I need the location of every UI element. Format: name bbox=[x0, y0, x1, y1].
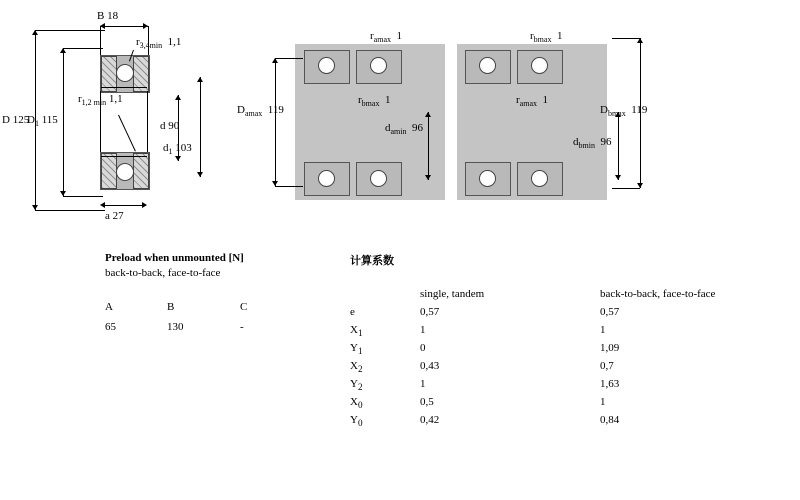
label-dbmin-val: 96 bbox=[600, 136, 612, 148]
factors-row-btb: 1,09 bbox=[600, 342, 620, 354]
ball-lt-1 bbox=[318, 57, 335, 74]
preload-val-C: - bbox=[240, 321, 244, 333]
preload-col-A: A bbox=[105, 301, 113, 313]
label-rbmax-tr-sym: r bbox=[530, 30, 534, 42]
dim-B-line bbox=[100, 26, 148, 27]
preload-val-A: 65 bbox=[105, 321, 116, 333]
bearing-bore-line-right bbox=[147, 91, 148, 152]
label-rbmax-ml-sub: bmax bbox=[361, 99, 380, 109]
factors-row-btb: 0,84 bbox=[600, 414, 620, 426]
factors-row-single: 0,5 bbox=[420, 396, 434, 408]
contact-angle-leader bbox=[118, 115, 136, 152]
dim-D-label: D 125 bbox=[2, 114, 30, 126]
dim-Damax-line bbox=[275, 58, 276, 186]
dim-a-line bbox=[102, 205, 146, 206]
label-ramax-top-left bbox=[370, 30, 402, 44]
ball-rt-2 bbox=[531, 57, 548, 74]
label-ramax-tl-sym: r bbox=[370, 30, 374, 42]
label-damin-sub: amin bbox=[390, 127, 407, 137]
label-dbmin bbox=[573, 136, 611, 150]
ball-rb-2 bbox=[531, 170, 548, 187]
factors-row bbox=[350, 306, 780, 324]
dim-D1-label bbox=[27, 114, 58, 128]
ball-lt-2 bbox=[370, 57, 387, 74]
label-Dbmax-sub: bmax bbox=[607, 109, 626, 119]
dim-D-ext-top bbox=[35, 30, 105, 31]
ball-rt-1 bbox=[479, 57, 496, 74]
dim-r12min-sym: r bbox=[78, 93, 82, 105]
bearing-hatch-lower-right bbox=[133, 153, 149, 189]
dim-Damax-ext-bottom bbox=[275, 186, 303, 187]
label-ramax-mr-sub: amax bbox=[519, 99, 537, 109]
label-Dbmax-sym: D bbox=[600, 104, 608, 116]
factors-row-symbol: $X_2$ bbox=[350, 360, 363, 375]
dim-damin-line bbox=[428, 112, 429, 180]
label-rbmax-tr-sub: bmax bbox=[533, 35, 552, 45]
factors-row bbox=[350, 378, 780, 396]
label-rbmax-tr-val: 1 bbox=[556, 30, 563, 42]
factors-row-single: 0,42 bbox=[420, 414, 440, 426]
dim-a-label: a 27 bbox=[105, 210, 124, 222]
ball-rb-1 bbox=[479, 170, 496, 187]
factors-row-symbol: $Y_2$ bbox=[350, 378, 363, 393]
dim-D1-line bbox=[63, 48, 64, 196]
dim-d1-sub: 1 bbox=[168, 147, 173, 157]
dim-r12min-label bbox=[78, 93, 123, 107]
factors-row bbox=[350, 342, 780, 360]
factors-row-symbol: $X_1$ bbox=[350, 324, 363, 339]
factors-row-symbol: e bbox=[350, 306, 355, 318]
dim-Dbmax-ext-bottom bbox=[612, 188, 640, 189]
preload-col-C: C bbox=[240, 301, 248, 313]
factors-rows bbox=[350, 306, 780, 432]
dim-Damax-ext-top bbox=[275, 58, 303, 59]
dim-D-ext-bottom bbox=[35, 210, 105, 211]
dim-d1-label bbox=[163, 142, 192, 156]
factors-row-btb: 0,7 bbox=[600, 360, 614, 372]
label-ramax-tl-val: 1 bbox=[396, 30, 402, 42]
label-rbmax-ml-sym: r bbox=[358, 94, 362, 106]
dim-D1-sub: 1 bbox=[34, 119, 39, 129]
dim-r34min-val: 1,1 bbox=[167, 36, 182, 48]
dim-D1-val: 115 bbox=[41, 114, 58, 126]
bearing-hatch-lower-left bbox=[101, 153, 117, 189]
label-damin-sym: d bbox=[385, 122, 391, 134]
factors-row-btb: 1 bbox=[600, 324, 606, 336]
dim-r12min-sub: 1,2 min bbox=[81, 98, 107, 108]
factors-col-btb: back-to-back, face-to-face bbox=[600, 288, 716, 300]
center-gap bbox=[445, 40, 457, 204]
dim-d1-line bbox=[200, 77, 201, 177]
label-Dbmax bbox=[600, 104, 647, 118]
label-Damax-sub: amax bbox=[244, 109, 263, 119]
factors-row-single: 0,57 bbox=[420, 306, 440, 318]
factors-row bbox=[350, 396, 780, 414]
factors-row bbox=[350, 360, 780, 378]
label-Damax-val: 119 bbox=[267, 104, 284, 116]
dim-D1-sym: D bbox=[27, 114, 35, 126]
dim-r34min-label bbox=[136, 36, 181, 50]
label-ramax-mid-right bbox=[516, 94, 548, 108]
factors-table bbox=[350, 252, 780, 432]
dim-D1-ext-bottom bbox=[63, 196, 103, 197]
factors-col-single: single, tandem bbox=[420, 288, 485, 300]
label-ramax-mr-val: 1 bbox=[542, 94, 548, 106]
preload-title: Preload when unmounted [N] bbox=[105, 252, 244, 264]
factors-row-btb: 1,63 bbox=[600, 378, 620, 390]
label-damin-val: 96 bbox=[412, 122, 423, 134]
factors-row-single: 0,43 bbox=[420, 360, 440, 372]
dim-d1-sym: d bbox=[163, 142, 169, 154]
right-arrangement-drawing bbox=[237, 0, 800, 240]
label-Dbmax-val: 119 bbox=[631, 104, 648, 116]
factors-row-symbol: $Y_0$ bbox=[350, 414, 363, 429]
label-rbmax-mid-left bbox=[358, 94, 390, 108]
dim-r34min-sub: 3,4min bbox=[139, 41, 163, 51]
factors-row-single: 1 bbox=[420, 324, 426, 336]
ball-lower bbox=[116, 163, 134, 181]
label-damin bbox=[385, 122, 423, 136]
factors-row-symbol: $Y_1$ bbox=[350, 342, 363, 357]
factors-row bbox=[350, 414, 780, 432]
dim-r34min-sym: r bbox=[136, 36, 140, 48]
factors-row-btb: 1 bbox=[600, 396, 606, 408]
factors-row-btb: 0,57 bbox=[600, 306, 620, 318]
dim-Dbmax-ext-top bbox=[612, 38, 640, 39]
label-rbmax-ml-val: 1 bbox=[384, 94, 391, 106]
preload-table bbox=[105, 252, 325, 341]
bearing-lower-midline bbox=[101, 156, 147, 157]
factors-row bbox=[350, 324, 780, 342]
factors-row-single: 1 bbox=[420, 378, 426, 390]
dim-d-label: d 90 bbox=[160, 120, 180, 132]
label-dbmin-sym: d bbox=[573, 136, 579, 148]
label-Damax bbox=[237, 104, 284, 118]
ball-lb-2 bbox=[370, 170, 387, 187]
ball-lb-1 bbox=[318, 170, 335, 187]
dim-d1-val: 103 bbox=[175, 142, 192, 154]
bearing-upper-midline bbox=[101, 87, 147, 88]
left-bearing-drawing bbox=[0, 0, 250, 240]
ball-upper bbox=[116, 64, 134, 82]
factors-row-symbol: $X_0$ bbox=[350, 396, 363, 411]
dim-r12min-val: 1,1 bbox=[108, 93, 123, 105]
label-ramax-mr-sym: r bbox=[516, 94, 520, 106]
label-rbmax-top-right bbox=[530, 30, 562, 44]
preload-subtitle: back-to-back, face-to-face bbox=[105, 267, 221, 279]
preload-val-B: 130 bbox=[167, 321, 184, 333]
factors-row-single: 0 bbox=[420, 342, 426, 354]
label-ramax-tl-sub: amax bbox=[373, 35, 391, 45]
dim-B-label: B 18 bbox=[97, 10, 119, 22]
label-Damax-sym: D bbox=[237, 104, 245, 116]
factors-title: 计算系数 bbox=[350, 254, 394, 267]
dim-D1-ext-top bbox=[63, 48, 103, 49]
dim-dbmin-line bbox=[618, 112, 619, 180]
label-dbmin-sub: bmin bbox=[578, 141, 595, 151]
preload-col-B: B bbox=[167, 301, 175, 313]
